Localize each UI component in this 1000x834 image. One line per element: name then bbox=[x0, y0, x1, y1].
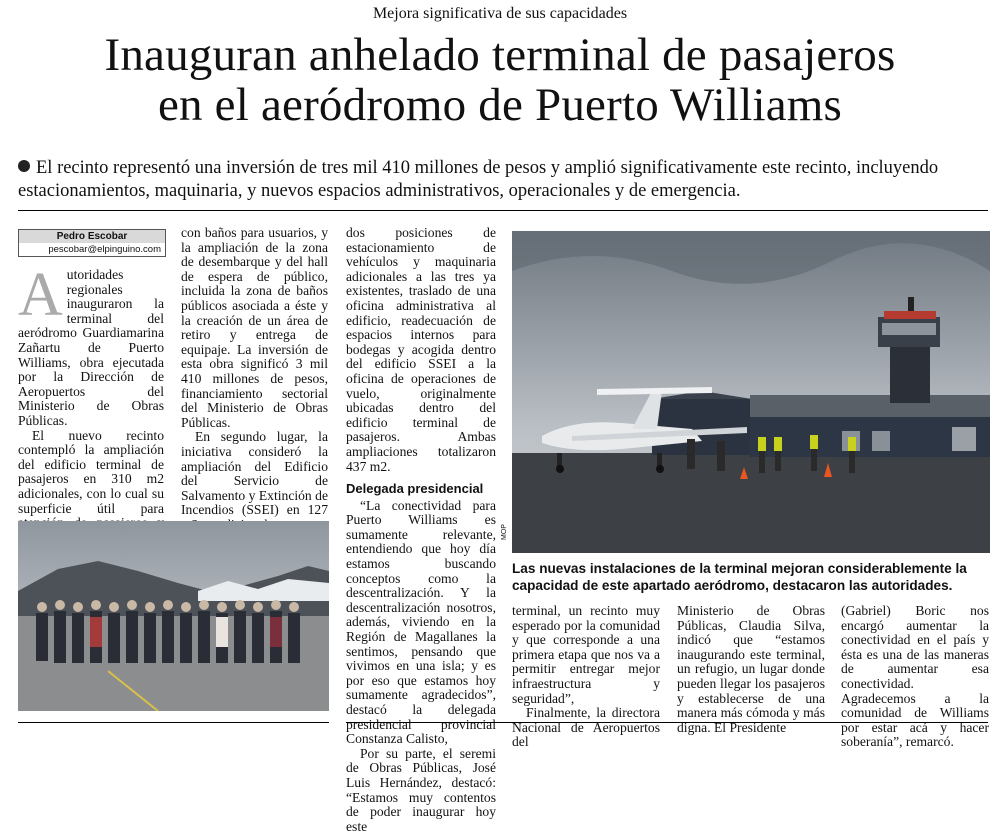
col5-paragraph-1: Ministerio de Obras Públicas, Claudia Silva, indicó que “estamos inaugurando este terminal, un refugio, un lugar donde pueden llegar los pasajeros y establecerse de una manera más cómoda y más digna. El Presidente bbox=[677, 603, 825, 735]
col3-paragraph-3: Por su parte, el seremi de Obras Públicas, José Luis Hernández, destacó: “Estamos muy contentos de poder inaugurar hoy este bbox=[346, 745, 496, 834]
drop-cap: A bbox=[18, 261, 63, 329]
column-3 bbox=[346, 226, 496, 834]
headline-line-2: en el aeródromo de Puerto Williams bbox=[157, 79, 843, 131]
col4-paragraph-1: terminal, un recinto muy esperado por la comunidad y que corresponde a una primera etapa que nos va a permitir entregar mejor infraestructura y seguridad”, bbox=[512, 603, 660, 706]
col4-paragraph-2: Finalmente, la directora Nacional de Aeropuertos del bbox=[512, 705, 660, 750]
airport-photo bbox=[512, 231, 990, 553]
bullet-icon bbox=[18, 160, 30, 172]
col2-paragraph-2: En segundo lugar, la iniciativa consideró la ampliación del Edificio del Servicio de Salvamento y Extinción de Incendios (SSEI) en 127 bbox=[181, 429, 328, 518]
col1-paragraph-1: utoridades regionales inauguraron la terminal del aeródromo Guardiamarina Zañartu de Puerto Williams, obra ejecutada por la Dirección de Aeropuertos del Ministerio de Obras Públicas. bbox=[18, 267, 164, 428]
article-headline bbox=[0, 30, 1000, 130]
col3-subheading: Delegada presidencial bbox=[346, 481, 484, 497]
bottom-rule-right bbox=[346, 722, 988, 723]
article-kicker: Mejora significativa de sus capacidades bbox=[372, 5, 628, 22]
deck-text: El recinto representó una inversión de tres mil 410 millones de pesos y amplió significativamente este recinto, incluyendo estacionamientos, maquinaria, y nuevos espacios administrativos, operacionales y de emergencia. bbox=[18, 158, 939, 201]
byline bbox=[18, 229, 166, 257]
col6-paragraph-1: (Gabriel) Boric nos encargó aumentar la conectividad en el país y ésta es una de las maneras de aumentar esa conectividad. Agradecemos a la comunidad de Williams por estar acá y hacer soberanía”, remarcó. bbox=[841, 603, 989, 750]
bottom-rule-left bbox=[18, 722, 329, 723]
divider bbox=[18, 210, 988, 211]
photo-credit: MOP bbox=[501, 524, 508, 540]
col1-paragraph-2: El nuevo recinto contempló la ampliación del edificio terminal de pasajeros en 310 m2 adicionales, con lo cual su superficie útil para bbox=[18, 427, 164, 516]
col3-paragraph-2: “La conectividad para Puerto Williams es sumamente relevante, entendiendo que hoy día estamos buscando conceptos como la descentralización. Y la descentralización nosotros, además, viviendo en la Región de Magallanes la sentimos, pensando que vivimos en una isla; y es por eso que estamos hoy sumamente agradecidos”, destacó la delegada presidencial provincial Constanza Calisto, bbox=[346, 497, 496, 747]
author-name: Pedro Escobar bbox=[19, 230, 165, 243]
article-deck bbox=[18, 157, 988, 203]
column-4 bbox=[512, 604, 660, 750]
column-6 bbox=[841, 604, 989, 750]
group-photo bbox=[18, 521, 329, 711]
col3-paragraph-1: dos posiciones de estacionamiento de vehículos y maquinaria adicionales a las tres ya existentes, traslado de una oficina administrativa al edificio, readecuación de espacios internos para bodegas y acogida dentro del edificio SSEI a la oficina de operaciones de vuelo, originalmente ubicadas dentro del edificio terminal de pasajeros. Ambas ampliaciones totalizaron 437 m2. bbox=[346, 225, 496, 474]
column-5 bbox=[677, 604, 825, 735]
col2-paragraph-1: con baños para usuarios, y la ampliación de la zona de desembarque y del hall de espera de público, incluida la zona de baños públicos asociada a éste y la creación de un área de retiro y entrega de equipaje. La inversión de esta obra significó 3 mil 410 millones de pesos, financiamiento sectorial del Ministerio de Obras Públicas. bbox=[181, 225, 328, 430]
headline-line-1: Inauguran anhelado terminal de pasajeros bbox=[104, 29, 896, 81]
author-email: pescobar@elpinguino.com bbox=[48, 244, 161, 255]
photo-caption: Las nuevas instalaciones de la terminal mejoran considerablemente la capacidad de este apartado aeródromo, destacaron las autoridades. bbox=[512, 561, 967, 593]
